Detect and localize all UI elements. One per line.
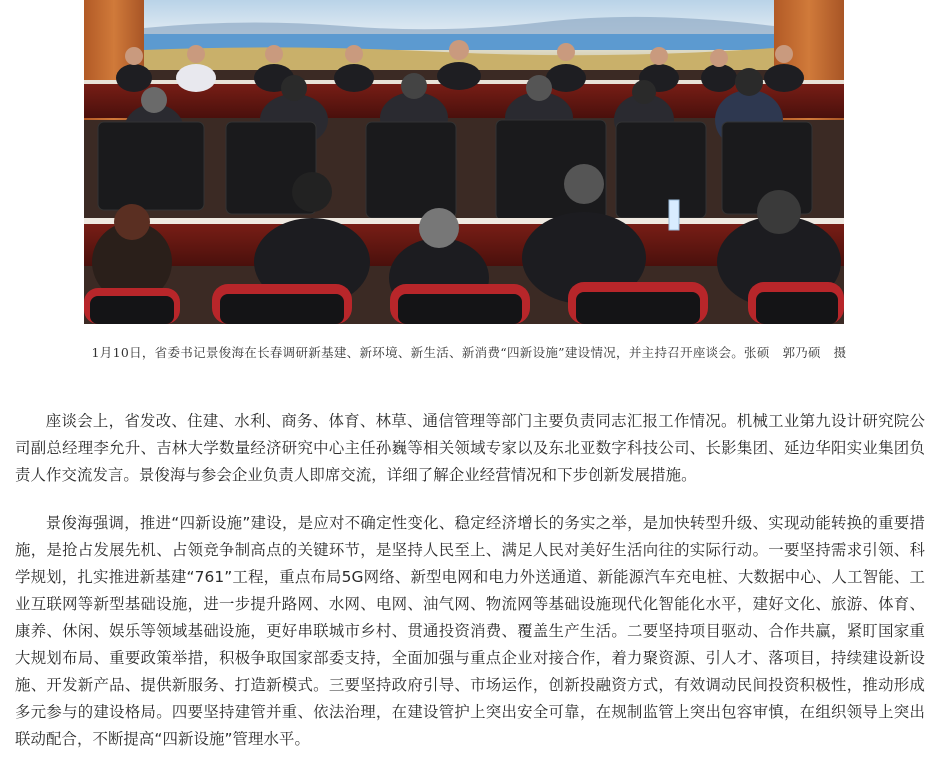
article-paragraph: 座谈会上，省发改、住建、水利、商务、体育、林草、通信管理等部门主要负责同志汇报工作情况。机械工业第九设计研究院公司副总经理李允升、吉林大学数量经济研究中心主任孙巍等相关领域专家以及东北亚数字科技公司、长影集团、延边华阳实业集团负责人作交流发言。景俊海与参会企业负责人即席交流，详细了解企业经营情况和下步创新发展措施。 — [15, 412, 925, 484]
meeting-photo — [84, 0, 844, 324]
meeting-scene-illustration — [84, 0, 844, 324]
photo-caption: 1月10日，省委书记景俊海在长春调研新基建、新环境、新生活、新消费“四新设施”建设情况，并主持召开座谈会。张硕 郭乃硕 摄 — [91, 345, 847, 360]
article-paragraph: 景俊海强调，推进“四新设施”建设，是应对不确定性变化、稳定经济增长的务实之举，是加快转型升级、实现动能转换的重要措施，是抢占发展先机、占领竞争制高点的关键环节，是坚持人民至上、满足人民对美好生活向往的实际行动。一要坚持需求引领、科学规划，扎实推进新基建“761”工程，重点布局5G网络、新型电网和电力外送通道、新能源汽车充电桩、大数据中心、人工智能、工业互联网等新型基础设施，进一步提升路网、水网、电网、油气网、物流网等基础设施现代化智能化水平，建好文化、旅游、体育、康养、休闲、娱乐等领域基础设施，更好串联城市乡村、贯通投资消费、覆盖生产生活。二要坚持项目驱动、合作共赢，紧盯国家重大规划布局、重要政策举措，积极争取国家部委支持，全面加强与重点企业对接合作，着力聚资源、引人才、落项目，持续建设新设施、开发新产品、提供新服务、打造新模式。三要坚持政府引导、市场运作，创新投融资方式，有效调动民间投资积极性，推动形成多元参与的建设格局。四要坚持建管并重、依法治理，在建设管护上突出安全可靠，在规制监管上突出包容审慎，在组织领导上突出联动配合，不断提高“四新设施”管理水平。 — [15, 514, 925, 748]
